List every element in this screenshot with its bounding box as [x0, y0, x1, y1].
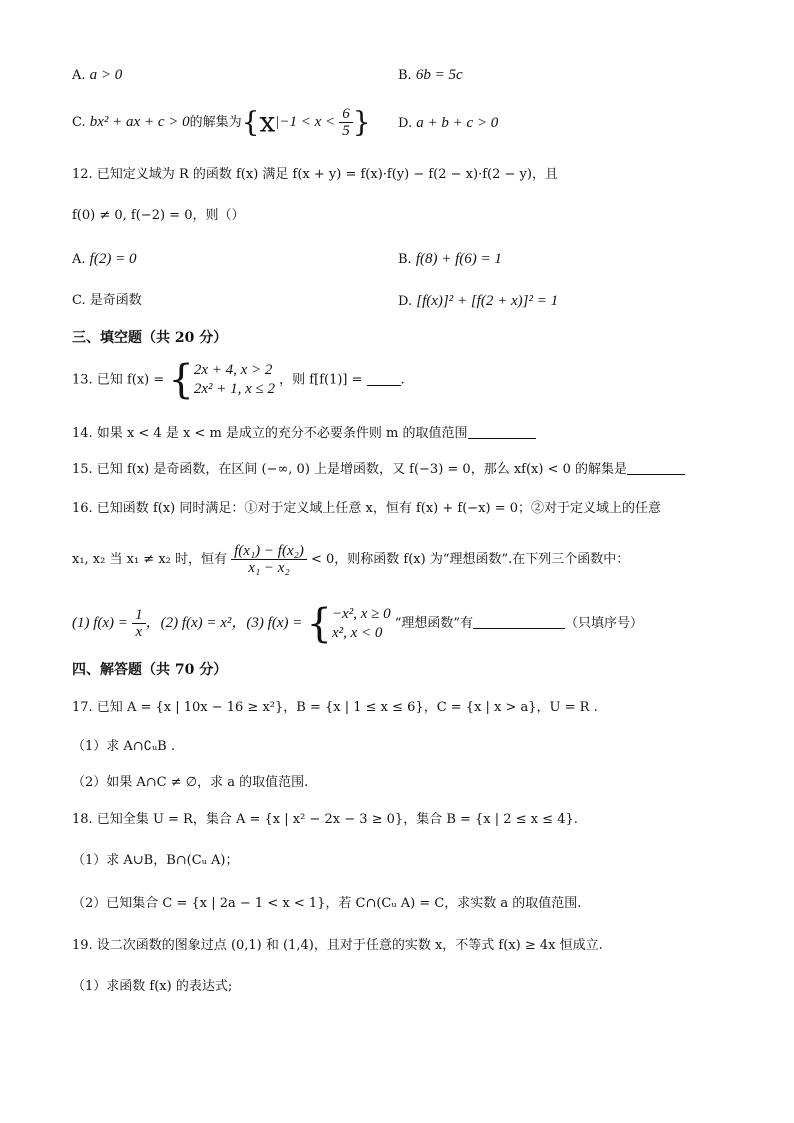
- piecewise-case: 2x² + 1, x ≤ 2: [193, 381, 276, 397]
- question-19-stem: 19. 设二次函数的图象过点 (0,1) 和 (1,4)，且对于任意的实数 x，不等式 f(x) ≥ 4x 恒成立.: [72, 938, 603, 953]
- fraction-denominator: x₁ − x₂: [248, 560, 290, 576]
- option-label: D.: [398, 116, 413, 131]
- question-17-stem: 17. 已知 A = {x | 10x − 16 ≥ x²}，B = {x | 1 ≤ x ≤ 6}，C = {x | x > a}，U = R .: [72, 700, 598, 715]
- question-16-line1: 16. 已知函数 f(x) 同时满足：①对于定义域上任意 x，恒有 f(x) + f(−x) = 0；②对于定义域上的任意: [72, 501, 662, 516]
- question-16-line2: [72, 540, 629, 580]
- option-label: C.: [72, 115, 86, 130]
- piecewise-rows: [194, 361, 275, 399]
- option-d: [398, 114, 498, 133]
- option-label: A.: [72, 252, 86, 267]
- fraction-denominator: x: [135, 624, 143, 640]
- option-label: D.: [398, 294, 413, 309]
- fraction: [132, 607, 146, 640]
- q16-prefix: x₁, x₂ 当 x₁ ≠ x₂ 时，恒有: [72, 552, 227, 567]
- option-math: bx² + ax + c > 0: [89, 114, 190, 130]
- q12-option-c: [72, 292, 142, 310]
- answer-blank[interactable]: [473, 614, 565, 629]
- option-math: f(8) + f(6) = 1: [415, 251, 502, 267]
- piecewise: [168, 357, 276, 403]
- piecewise-case: x², x < 0: [331, 624, 383, 641]
- option-math: a + b + c > 0: [416, 115, 499, 131]
- option-math: [f(x)]² + [f(2 + x)]² = 1: [416, 293, 559, 309]
- q12-option-a: [72, 250, 136, 269]
- piecewise-brace: {: [306, 600, 332, 647]
- piecewise-case: 2x + 4, x > 2: [193, 362, 273, 378]
- question-18-part1: （1）求 A∪B，B∩(Cᵤ A)；: [72, 853, 239, 868]
- q13-prefix: 13. 已知 f(x) =: [72, 372, 165, 388]
- option-text: 的解集为: [189, 115, 242, 130]
- option-a: [72, 66, 122, 85]
- q12-option-d: [398, 292, 558, 311]
- set-bar: |: [275, 114, 280, 130]
- fraction: [231, 543, 307, 576]
- piecewise-brace: {: [168, 357, 194, 403]
- option-b: [398, 66, 463, 85]
- question-16-line3: [72, 601, 643, 646]
- question-12-line1: 12. 已知定义域为 R 的函数 f(x) 满足 f(x + y) = f(x)·f(y) − f(2 − x)·f(2 − y)，且: [72, 167, 558, 182]
- function-1: (1) f(x) =: [72, 615, 128, 631]
- question-12-line2: f(0) ≠ 0, f(−2) = 0，则（）: [72, 208, 245, 223]
- q14-text: 14. 如果 x < 4 是 x < m 是成立的充分不必要条件则 m 的取值范围: [72, 426, 468, 441]
- set-condition: −1 < x <: [279, 114, 336, 130]
- q13-suffix: ，则 f[f(1)] =: [279, 372, 363, 388]
- question-18-stem: 18. 已知全集 U = R，集合 A = {x | x² − 2x − 3 ≥ 0}，集合 B = {x | 2 ≤ x ≤ 4}.: [72, 812, 578, 827]
- question-14: [72, 424, 536, 443]
- piecewise-case: −x², x ≥ 0: [331, 605, 391, 622]
- option-text: 是奇函数: [89, 293, 142, 308]
- fraction: [339, 106, 353, 139]
- q16-suffix: < 0，则称函数 f(x) 为“理想函数”.在下列三个函数中：: [310, 552, 630, 567]
- answer-blank[interactable]: [468, 424, 536, 439]
- option-label: C.: [72, 293, 86, 308]
- q12-option-b: [398, 250, 502, 269]
- q15-text: 15. 已知 f(x) 是奇函数，在区间 (−∞, 0) 上是增函数，又 f(−3) = 0，那么 xf(x) < 0 的解集是: [72, 462, 628, 477]
- answer-blank[interactable]: [367, 371, 401, 386]
- question-13: [72, 357, 405, 403]
- question-18-part2: （2）已知集合 C = {x | 2a − 1 < x < 1}，若 C∩(Cᵤ A) = C，求实数 a 的取值范围.: [72, 896, 582, 911]
- q13-end: .: [400, 372, 405, 388]
- piecewise: [306, 600, 391, 647]
- question-19-part1: （1）求函数 f(x) 的表达式;: [72, 979, 233, 994]
- question-17-part2: （2）如果 A∩C ≠ ∅，求 a 的取值范围.: [72, 775, 309, 790]
- fraction-numerator: 1: [132, 607, 146, 624]
- fraction-numerator: 6: [339, 106, 353, 123]
- option-label: A.: [72, 68, 86, 83]
- function-2: ，(2) f(x) = x²，(3) f(x) =: [145, 615, 303, 631]
- option-c: [72, 102, 371, 143]
- answer-blank[interactable]: [627, 460, 685, 475]
- q16-tail: “理想函数”有: [394, 616, 474, 631]
- option-math: a > 0: [89, 67, 123, 83]
- q16-note: （只填序号）: [565, 616, 644, 631]
- question-17-part1: （1）求 A∩∁ᵤB .: [72, 739, 175, 754]
- set-brace-right: }: [352, 105, 371, 139]
- option-label: B.: [398, 252, 412, 267]
- section-4-heading: 四、解答题（共 70 分）: [72, 662, 228, 678]
- option-math: 6b = 5c: [415, 67, 463, 83]
- section-3-heading: 三、填空题（共 20 分）: [72, 330, 228, 346]
- piecewise-rows: [332, 605, 391, 643]
- question-15: [72, 460, 685, 479]
- fraction-numerator: f(x₁) − f(x₂): [231, 543, 307, 560]
- fraction-denominator: 5: [342, 123, 350, 139]
- option-math: f(2) = 0: [89, 251, 137, 267]
- option-label: B.: [398, 68, 412, 83]
- set-brace-left: {x: [241, 105, 276, 139]
